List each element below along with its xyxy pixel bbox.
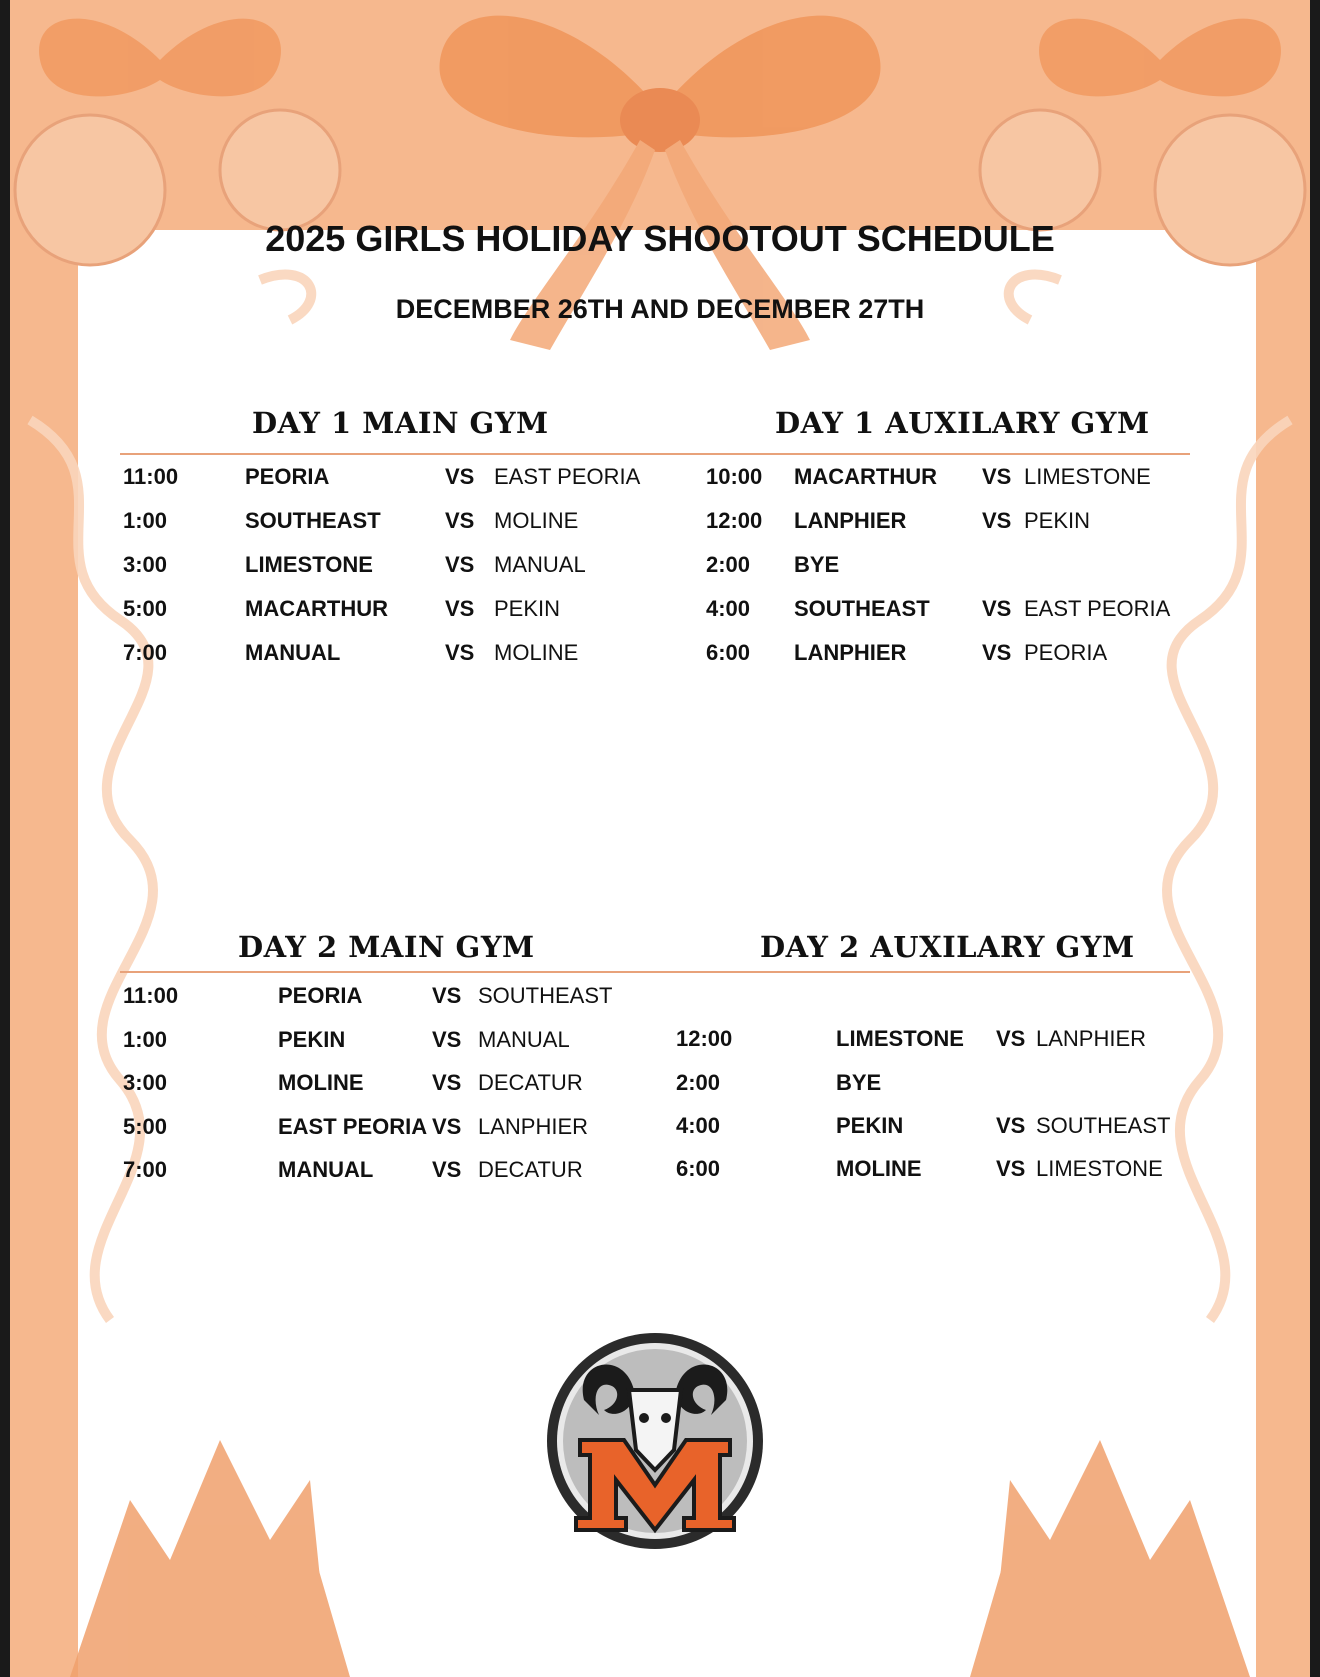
game-time: 3:00 <box>123 1070 168 1095</box>
game-time: 7:00 <box>123 640 168 665</box>
away-team: SOUTHEAST <box>1036 1113 1171 1138</box>
game-time: 6:00 <box>706 640 751 665</box>
away-team: LIMESTONE <box>1024 464 1151 489</box>
home-team: MOLINE <box>278 1070 364 1095</box>
school-logo <box>544 1330 766 1552</box>
game-time: 1:00 <box>123 508 168 533</box>
schedule-row <box>0 981 1320 1011</box>
versus-label: VS <box>996 1156 1026 1181</box>
home-team: PEORIA <box>278 983 363 1008</box>
home-team: SOUTHEAST <box>245 508 381 533</box>
versus-label: VS <box>445 640 475 665</box>
versus-label: VS <box>445 464 475 489</box>
home-team: MANUAL <box>245 640 341 665</box>
game-time: 12:00 <box>706 508 763 533</box>
schedule-row <box>0 1068 1320 1098</box>
home-team: MACARTHUR <box>794 464 937 489</box>
versus-label: VS <box>432 983 462 1008</box>
versus-label: VS <box>432 1157 462 1182</box>
away-team: PEKIN <box>494 596 561 621</box>
home-team: LANPHIER <box>794 508 907 533</box>
away-team: DECATUR <box>478 1070 583 1095</box>
schedule-row <box>0 550 1320 580</box>
page-title: 2025 GIRLS HOLIDAY SHOOTOUT SCHEDULE <box>265 218 1055 259</box>
versus-label: VS <box>445 596 475 621</box>
versus-label: VS <box>982 464 1012 489</box>
game-time: 12:00 <box>676 1026 733 1051</box>
versus-label: VS <box>982 640 1012 665</box>
day1-main-heading: DAY 1 MAIN GYM <box>252 406 549 440</box>
away-team: PEORIA <box>1024 640 1108 665</box>
versus-label: VS <box>996 1026 1026 1051</box>
away-team: EAST PEORIA <box>1024 596 1171 621</box>
versus-label: VS <box>432 1113 462 1139</box>
versus-label: VS <box>445 552 475 577</box>
game-time: 5:00 <box>123 596 168 621</box>
game-time: 6:00 <box>676 1156 721 1181</box>
home-team: BYE <box>794 552 840 577</box>
game-time: 10:00 <box>706 464 763 489</box>
day2-main-heading: DAY 2 MAIN GYM <box>238 930 535 964</box>
versus-label: VS <box>432 1026 462 1052</box>
away-team: MOLINE <box>494 508 579 533</box>
game-time: 4:00 <box>706 596 751 621</box>
home-team: BYE <box>836 1070 882 1095</box>
page-subtitle: DECEMBER 26TH AND DECEMBER 27TH <box>395 294 925 324</box>
away-team: DECATUR <box>478 1157 583 1182</box>
home-team: PEKIN <box>278 1026 346 1052</box>
home-team: EAST PEORIA <box>278 1113 428 1139</box>
versus-label: VS <box>982 508 1012 533</box>
schedule-row <box>0 1111 1320 1141</box>
home-team: MACARTHUR <box>245 596 388 621</box>
home-team: PEORIA <box>245 464 330 489</box>
day2-aux-heading: DAY 2 AUXILARY GYM <box>760 930 1135 964</box>
away-team: MANUAL <box>478 1026 570 1052</box>
home-team: LIMESTONE <box>245 552 373 577</box>
schedule-row <box>0 594 1320 624</box>
versus-label: VS <box>982 596 1012 621</box>
game-time: 11:00 <box>123 464 179 489</box>
game-time: 4:00 <box>676 1113 721 1138</box>
schedule-row <box>0 506 1320 536</box>
schedule-row <box>0 1024 1320 1054</box>
away-team: SOUTHEAST <box>478 983 613 1008</box>
game-time: 2:00 <box>676 1070 721 1095</box>
home-team: MANUAL <box>278 1157 374 1182</box>
schedule-row <box>0 1154 1320 1184</box>
game-time: 7:00 <box>123 1157 168 1182</box>
versus-label: VS <box>445 508 475 533</box>
away-team: PEKIN <box>1024 508 1091 533</box>
away-team: LIMESTONE <box>1036 1156 1163 1181</box>
game-time: 11:00 <box>123 983 179 1008</box>
game-time: 2:00 <box>706 552 751 577</box>
away-team: MOLINE <box>494 640 579 665</box>
day1-aux-heading: DAY 1 AUXILARY GYM <box>775 406 1150 440</box>
away-team: LANPHIER <box>1036 1026 1147 1051</box>
away-team: EAST PEORIA <box>494 464 641 489</box>
bow-icon <box>39 19 1281 97</box>
versus-label: VS <box>996 1113 1026 1138</box>
away-team: MANUAL <box>494 552 586 577</box>
away-team: LANPHIER <box>478 1113 589 1139</box>
home-team: MOLINE <box>836 1156 922 1181</box>
home-team: PEKIN <box>836 1113 904 1138</box>
day2-divider <box>120 971 1190 973</box>
home-team: LIMESTONE <box>836 1026 964 1051</box>
game-time: 5:00 <box>123 1113 168 1139</box>
game-time: 1:00 <box>123 1026 168 1052</box>
schedule-row <box>0 638 1320 668</box>
home-team: SOUTHEAST <box>794 596 930 621</box>
versus-label: VS <box>432 1070 462 1095</box>
game-time: 3:00 <box>123 552 168 577</box>
day1-divider <box>120 453 1190 455</box>
home-team: LANPHIER <box>794 640 907 665</box>
schedule-row <box>0 462 1320 492</box>
